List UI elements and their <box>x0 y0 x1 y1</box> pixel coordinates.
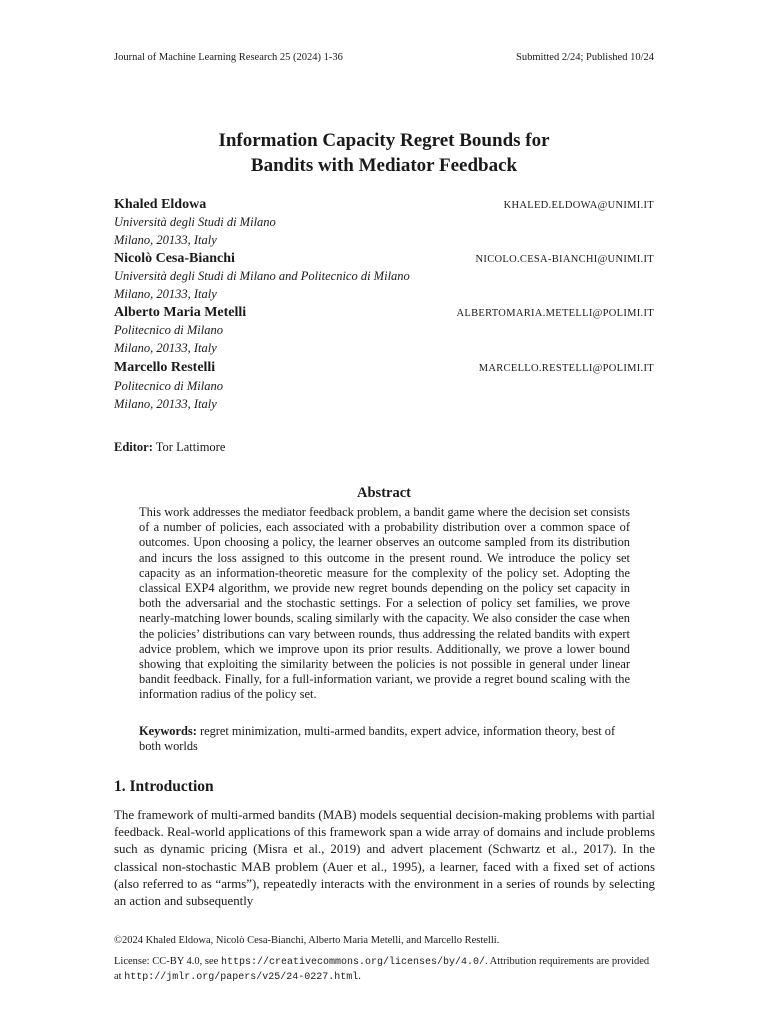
abstract-text: This work addresses the mediator feedback problem, a bandit game where the decision set consists of a number of policies, each associated with a probability distribution over a common space of outcomes. Upon choosing a policy, the learner observes an outcome sampled from its distribution and incurs the loss assigned to this outcome in the present round. We introduce the policy set capacity as an information-theoretic measure for the complexity of the policy set. Adopting the classical EXP4 algorithm, we provide new regret bounds depending on the policy set capacity in both the adversarial and the stochastic settings. For a selection of policy set families, we prove nearly-matching lower bounds, scaling similarly with the capacity. We also consider the case when the policies’ distributions can vary between rounds, thus addressing the related bandits with expert advice problem, which we improve upon its prior results. Additionally, we prove a lower bound showing that exploiting the similarity between the policies is not possible in general under linear bandit feedback. Finally, for a full-information variant, we provide a regret bound scaling with the information radius of the policy set. <box>139 505 630 702</box>
author-name: Marcello Restelli <box>114 360 216 375</box>
author-block <box>114 250 654 303</box>
author-address: Milano, 20133, Italy <box>114 232 217 247</box>
title-line-2: Bandits with Mediator Feedback <box>250 155 518 176</box>
author-block <box>114 359 654 413</box>
author-name: Alberto Maria Metelli <box>114 305 247 320</box>
intro-paragraph: The framework of multi-armed bandits (MAB) models sequential decision-making problems with partial feedback. Real-world applications of this framework span a wide array of domains and include problems such as dynamic pricing (Misra et al., 2019) and advert placement (Schwartz et al., 2017). In the classical non-stochastic MAB problem (Auer et al., 1995), a learner, faced with a fixed set of actions (also referred to as “arms”), repeatedly interacts with the environment in a series of rounds by selecting an action and subsequently <box>114 808 655 909</box>
author-address: Milano, 20133, Italy <box>114 340 217 355</box>
author-email[interactable]: ALBERTOMARIA.METELLI@POLIMI.IT <box>456 308 654 319</box>
editor-name: Tor Lattimore <box>155 440 226 454</box>
paper-title <box>0 128 768 178</box>
author-affiliation: Politecnico di Milano <box>114 379 224 393</box>
author-name: Nicolò Cesa-Bianchi <box>114 251 235 266</box>
editor-label: Editor: <box>114 440 153 454</box>
author-email[interactable]: NICOLO.CESA-BIANCHI@UNIMI.IT <box>475 254 654 265</box>
author-affiliation: Università degli Studi di Milano <box>114 215 276 229</box>
running-header <box>114 52 654 63</box>
author-name: Khaled Eldowa <box>114 197 207 212</box>
author-email[interactable]: KHALED.ELDOWA@UNIMI.IT <box>503 200 654 211</box>
abstract-heading: Abstract <box>357 485 411 501</box>
keywords-label: Keywords: <box>139 724 197 738</box>
submission-dates: Submitted 2/24; Published 10/24 <box>516 52 654 63</box>
keywords-list: regret minimization, multi-armed bandits, expert advice, information theory, best of both worlds <box>139 724 616 754</box>
keywords-line <box>139 724 630 754</box>
author-affiliation: Politecnico di Milano <box>114 323 224 337</box>
title-line-1: Information Capacity Regret Bounds for <box>218 130 550 151</box>
journal-citation: Journal of Machine Learning Research 25 (2024) 1-36 <box>114 52 343 63</box>
section-heading: 1. Introduction <box>114 778 214 795</box>
copyright-notice: ©2024 Khaled Eldowa, Nicolò Cesa-Bianchi, Alberto Maria Metelli, and Marcello Restelli. <box>114 935 500 946</box>
license-link[interactable]: https://creativecommons.org/licenses/by/4.0/ <box>220 957 485 968</box>
author-affiliation: Università degli Studi di Milano and Politecnico di Milano <box>114 269 410 283</box>
author-block <box>114 304 654 357</box>
license-end: . <box>358 971 361 982</box>
author-block <box>114 196 654 249</box>
author-address: Milano, 20133, Italy <box>114 286 217 301</box>
license-prefix: License: CC-BY 4.0, see <box>114 956 219 967</box>
license-notice <box>114 955 655 985</box>
author-address: Milano, 20133, Italy <box>114 396 217 411</box>
license-mid: . Attribution requirements are provided at <box>114 956 650 982</box>
paper-link[interactable]: http://jmlr.org/papers/v25/24-0227.html <box>124 972 359 983</box>
editor-line <box>114 440 225 455</box>
author-email[interactable]: MARCELLO.RESTELLI@POLIMI.IT <box>478 363 654 374</box>
